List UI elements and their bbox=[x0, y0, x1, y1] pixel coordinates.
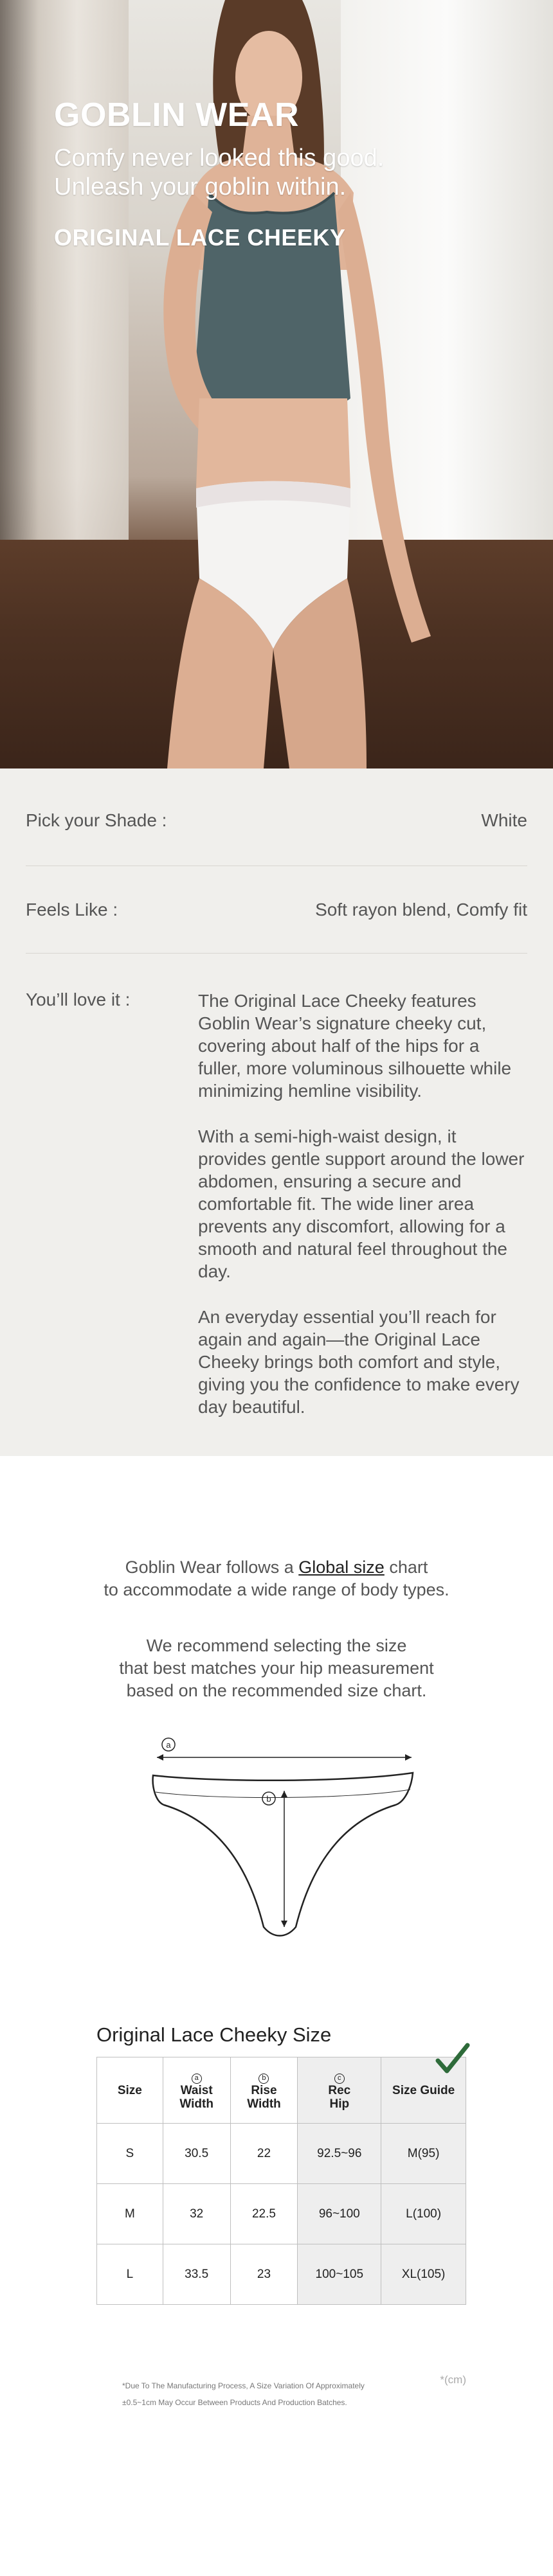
hero-tagline bbox=[54, 144, 384, 202]
size-info-line-1 bbox=[0, 1556, 553, 1579]
cell-hip: 100~105 bbox=[298, 2244, 381, 2305]
cell-rise: 23 bbox=[230, 2244, 298, 2305]
header-rise bbox=[230, 2057, 298, 2124]
size-table bbox=[96, 2057, 466, 2305]
recommendation-line-1: We recommend selecting the size bbox=[146, 1636, 407, 1656]
size-table-header bbox=[97, 2057, 466, 2124]
love-description bbox=[198, 990, 527, 1441]
cell-hip: 92.5~96 bbox=[298, 2124, 381, 2184]
header-rise-line-1: Rise bbox=[251, 2083, 277, 2097]
marker-a-icon: a bbox=[192, 2074, 202, 2084]
footnote-line-1: *Due To The Manufacturing Process, A Size Variation Of Approximately bbox=[122, 2381, 365, 2390]
cell-size-guide: M(95) bbox=[381, 2124, 466, 2184]
header-size-guide: Size Guide bbox=[381, 2057, 466, 2124]
table-row bbox=[97, 2184, 466, 2244]
size-info-text-pre: Goblin Wear follows a bbox=[125, 1558, 299, 1577]
marker-b-label: b bbox=[266, 1794, 271, 1804]
shade-label: Pick your Shade : bbox=[26, 810, 167, 830]
tagline-line-1: Comfy never looked this good. bbox=[54, 144, 385, 172]
cell-size: S bbox=[97, 2124, 163, 2184]
marker-c-icon: c bbox=[334, 2074, 345, 2084]
recommendation-line-2: that best matches your hip measurement bbox=[119, 1658, 434, 1678]
cell-size-guide: XL(105) bbox=[381, 2244, 466, 2305]
cell-size-guide: L(100) bbox=[381, 2184, 466, 2244]
header-size: Size bbox=[97, 2057, 163, 2124]
cell-size: L bbox=[97, 2244, 163, 2305]
tagline-line-2: Unleash your goblin within. bbox=[54, 173, 347, 201]
footnote-line-2: ±0.5~1cm May Occur Between Products And Production Batches. bbox=[122, 2398, 347, 2408]
size-info-text bbox=[0, 1456, 553, 1601]
product-name: ORIGINAL LACE CHEEKY bbox=[54, 224, 346, 251]
cell-waist: 30.5 bbox=[163, 2124, 230, 2184]
feels-row bbox=[26, 866, 527, 954]
cell-rise: 22 bbox=[230, 2124, 298, 2184]
recommendation-line-3: based on the recommended size chart. bbox=[126, 1681, 427, 1701]
table-row bbox=[97, 2244, 466, 2305]
underwear-diagram bbox=[141, 1734, 418, 1946]
love-label: You’ll love it : bbox=[26, 990, 131, 1009]
hero-banner bbox=[0, 0, 553, 768]
cell-size: M bbox=[97, 2184, 163, 2244]
header-hip-line-2: Hip bbox=[329, 2097, 350, 2111]
header-waist bbox=[163, 2057, 230, 2124]
header-rise-line-2: Width bbox=[247, 2097, 281, 2111]
size-table-title: Original Lace Cheeky Size bbox=[96, 2023, 332, 2047]
measurement-diagram bbox=[0, 1734, 553, 1946]
description-paragraph-1: The Original Lace Cheeky features Goblin Wear’s signature cheeky cut, covering about half of the hips for a fuller, more voluminous silhouette while minimizing hemline visibility. bbox=[198, 991, 512, 1101]
cell-rise: 22.5 bbox=[230, 2184, 298, 2244]
marker-b-icon: b bbox=[258, 2074, 269, 2084]
header-waist-line-1: Waist bbox=[180, 2083, 213, 2097]
header-hip-line-1: Rec bbox=[328, 2083, 351, 2097]
global-size-link[interactable]: Global size bbox=[298, 1558, 385, 1577]
feels-value: Soft rayon blend, Comfy fit bbox=[315, 899, 527, 919]
description-paragraph-3: An everyday essential you’ll reach for again and again—the Original Lace Cheeky brings both comfort and style, giving you the confidence to make every day beautiful. bbox=[198, 1307, 520, 1417]
size-recommendation bbox=[0, 1635, 553, 1702]
marker-a-label: a bbox=[166, 1740, 171, 1750]
love-row bbox=[26, 954, 527, 1441]
checkmark-icon bbox=[434, 2043, 470, 2076]
description-paragraph-2: With a semi-high-waist design, it provides gentle support around the lower abdomen, ensuring a secure and comfortable fit. The wide liner area prevents any discomfort, allowing for a smooth and natural feel throughout the day. bbox=[198, 1126, 525, 1281]
size-variation-footnote bbox=[122, 2377, 365, 2412]
shade-row bbox=[26, 768, 527, 866]
cell-hip: 96~100 bbox=[298, 2184, 381, 2244]
header-hip bbox=[298, 2057, 381, 2124]
hero-text-block bbox=[54, 96, 384, 251]
feels-label: Feels Like : bbox=[26, 899, 118, 919]
brand-title: GOBLIN WEAR bbox=[54, 96, 300, 134]
size-info-line-2: to accommodate a wide range of body types. bbox=[104, 1580, 449, 1600]
size-info-text-post: chart bbox=[384, 1558, 428, 1577]
product-details bbox=[0, 768, 553, 1456]
cell-waist: 33.5 bbox=[163, 2244, 230, 2305]
cell-waist: 32 bbox=[163, 2184, 230, 2244]
header-waist-line-2: Width bbox=[179, 2097, 213, 2111]
shade-value: White bbox=[481, 810, 527, 830]
unit-note: *(cm) bbox=[440, 2374, 466, 2386]
table-row bbox=[97, 2124, 466, 2184]
